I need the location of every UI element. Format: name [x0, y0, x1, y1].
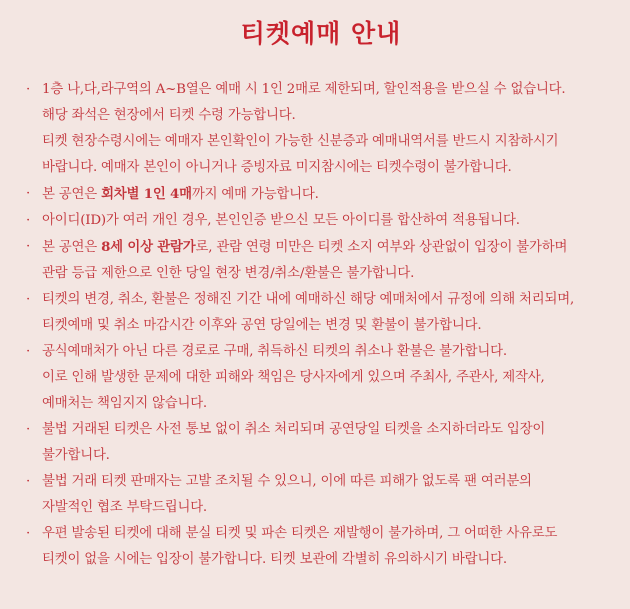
notice-text: 본 공연은	[42, 187, 102, 202]
bullet-dot: ·	[26, 526, 31, 541]
notice-item	[26, 234, 616, 287]
notice-line: 불법 거래된 티켓은 사전 통보 없이 취소 처리되며 공연당일 티켓을 소지하더라도 입장이	[42, 422, 546, 437]
bullet-dot: ·	[26, 422, 31, 437]
notice-item	[26, 417, 616, 469]
notice-line: 1층 나,다,라구역의 A~B열은 예매 시 1인 2매로 제한되며, 할인적용을 받으실 수 없습니다.	[42, 82, 566, 97]
notice-item	[26, 77, 616, 181]
notice-item	[26, 469, 616, 521]
notice-text: 본 공연은	[42, 240, 102, 255]
notice-highlight: 회차별 1인 4매	[101, 186, 192, 202]
bullet-dot: ·	[26, 186, 31, 201]
notice-line: 관람 등급 제한으로 인한 당일 현장 변경/취소/환불은 불가합니다.	[42, 266, 415, 281]
notice-line: 해당 좌석은 현장에서 티켓 수령 가능합니다.	[42, 108, 296, 123]
notice-line: 바랍니다. 예매자 본인이 아니거나 증빙자료 미지참시에는 티켓수령이 불가합니다.	[42, 160, 512, 175]
bullet-dot: ·	[26, 239, 31, 254]
notice-line	[42, 234, 616, 261]
bullet-dot: ·	[26, 213, 31, 228]
notice-line: 우편 발송된 티켓에 대해 분실 티켓 및 파손 티켓은 재발행이 불가하며, 그 어떠한 사유로도	[42, 526, 558, 541]
bullet-dot: ·	[26, 82, 31, 97]
notice-line: 자발적인 협조 부탁드립니다.	[42, 500, 207, 515]
notice-line: 예매처는 책임지지 않습니다.	[42, 396, 207, 411]
notice-highlight: 8세 이상 관람가	[101, 239, 196, 255]
notice-line	[42, 181, 616, 208]
notice-item	[26, 181, 616, 208]
notice-item	[26, 521, 616, 573]
notice-list	[26, 77, 616, 573]
notice-item	[26, 287, 616, 339]
bullet-dot: ·	[26, 474, 31, 489]
notice-line: 불법 거래 티켓 판매자는 고발 조치될 수 있으니, 이에 따른 피해가 없도록 팬 여러분의	[42, 474, 532, 489]
notice-item	[26, 339, 616, 417]
notice-line: 티켓이 없을 시에는 입장이 불가합니다. 티켓 보관에 각별히 유의하시기 바랍니다.	[42, 552, 507, 567]
notice-item	[26, 208, 616, 234]
notice-text: 로, 관람 연령 미만은 티켓 소지 여부와 상관없이 입장이 불가하며	[195, 240, 568, 255]
notice-line: 불가합니다.	[42, 448, 110, 463]
notice-text: 까지 예매 가능합니다.	[191, 187, 319, 202]
notice-line: 티켓 현장수령시에는 예매자 본인확인이 가능한 신분증과 예매내역서를 반드시 지참하시기	[42, 134, 559, 149]
notice-line: 아이디(ID)가 여러 개인 경우, 본인인증 받으신 모든 아이디를 합산하여 적용됩니다.	[42, 213, 520, 228]
bullet-dot: ·	[26, 292, 31, 307]
notice-line: 티켓예매 및 취소 마감시간 이후와 공연 당일에는 변경 및 환불이 불가합니다.	[42, 318, 482, 333]
page-title: 티켓예매 안내	[240, 19, 402, 48]
notice-line: 티켓의 변경, 취소, 환불은 정해진 기간 내에 예매하신 해당 예매처에서 규정에 의해 처리되며,	[42, 292, 575, 307]
notice-line: 공식예매처가 아닌 다른 경로로 구매, 취득하신 티켓의 취소나 환불은 불가합니다.	[42, 344, 507, 359]
notice-line: 이로 인해 발생한 문제에 대한 피해와 책임은 당사자에게 있으며 주최사, 주관사, 제작사,	[42, 370, 545, 385]
bullet-dot: ·	[26, 344, 31, 359]
